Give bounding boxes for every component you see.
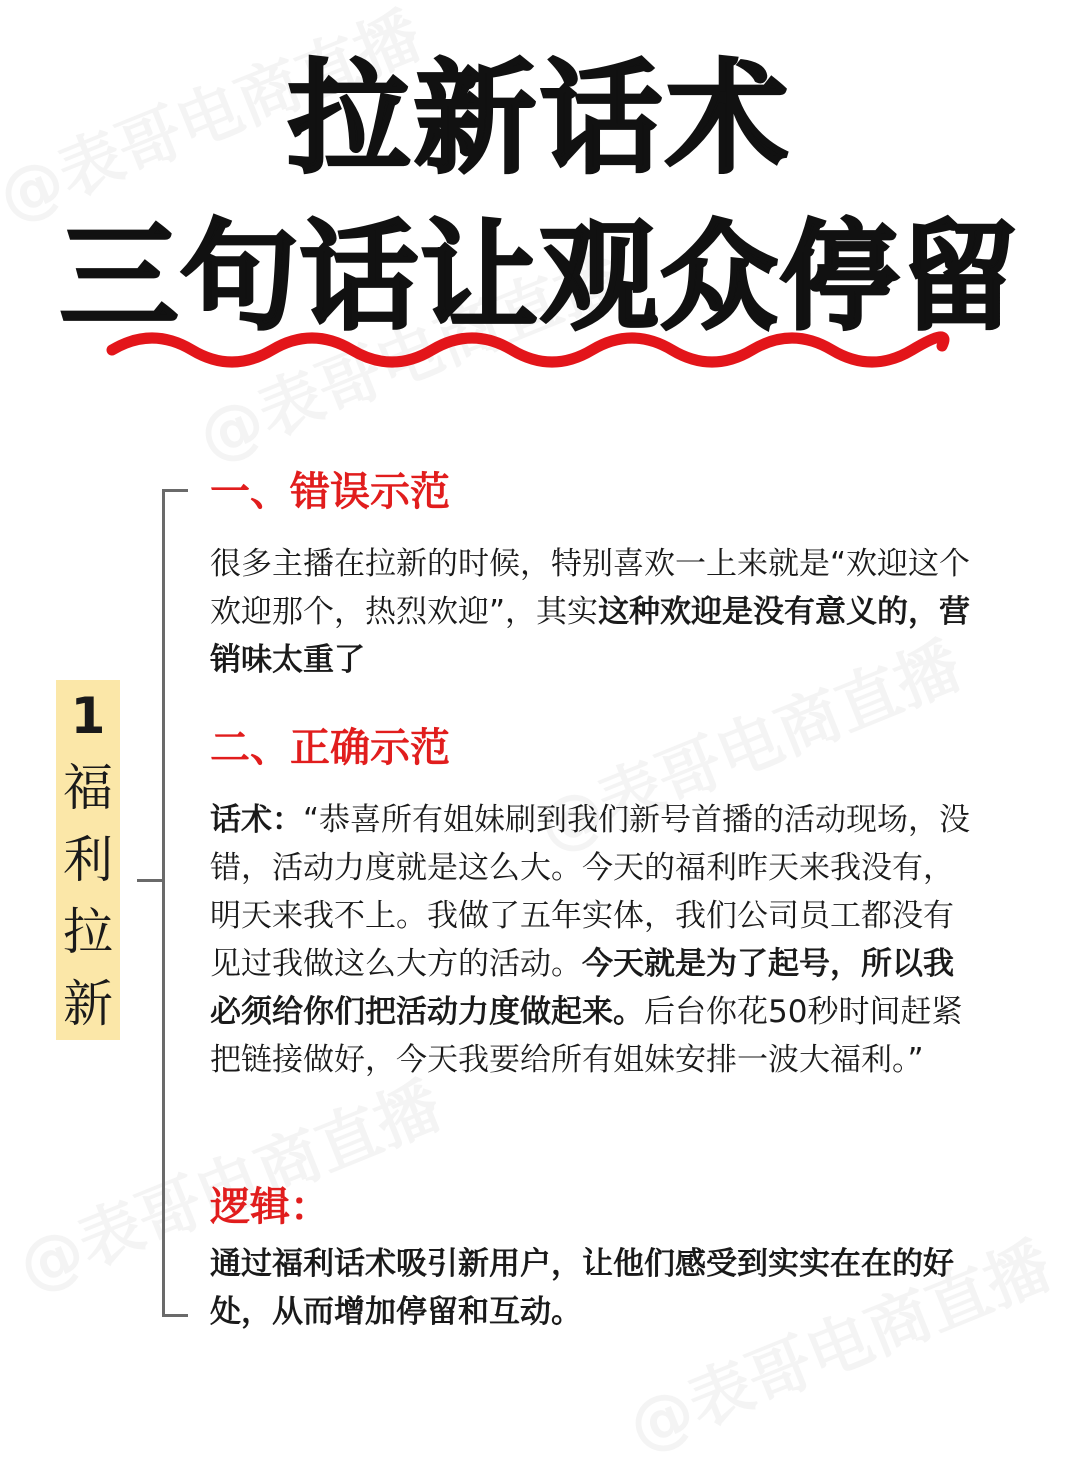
side-tag-char: 利 xyxy=(56,824,120,896)
section-text-logic: 通过福利话术吸引新用户，让他们感受到实实在在的好处，从而增加停留和互动。 xyxy=(210,1246,954,1330)
page-subtitle: 三句话让观众停留 xyxy=(59,208,1020,346)
side-tag-number: 1 xyxy=(56,680,120,752)
side-tag-char: 新 xyxy=(56,968,120,1040)
bracket-stub xyxy=(137,879,163,882)
section-heading-right: 二、正确示范 xyxy=(210,725,450,771)
side-tag-char: 福 xyxy=(56,752,120,824)
bracket-connector xyxy=(162,489,188,1317)
section-heading-logic: 逻辑： xyxy=(210,1184,330,1230)
section-text-right: 话术：“恭喜所有姐妹刷到我们新号首播的活动现场，没错，活动力度就是这么大。今天的福利昨天来我没有，明天来我不上。我做了五年实体，我们公司员工都没有见过我做这么大方的活动。今天就是为了起号，所以我必须给你们把活动力度做起来。后台你花50秒时间赶紧把链接做好，今天我要给所有姐妹安排一波大福利。” xyxy=(210,802,971,1078)
section-heading-wrong: 一、错误示范 xyxy=(210,469,450,515)
side-tag-char: 拉 xyxy=(56,896,120,968)
page-title: 拉新话术 xyxy=(288,48,792,190)
section-text-wrong: 很多主播在拉新的时候，特别喜欢一上来就是“欢迎这个欢迎那个，热烈欢迎”，其实这种欢迎是没有意义的，营销味太重了 xyxy=(210,546,971,678)
wavy-underline xyxy=(0,320,1080,380)
side-tag xyxy=(56,680,120,1040)
